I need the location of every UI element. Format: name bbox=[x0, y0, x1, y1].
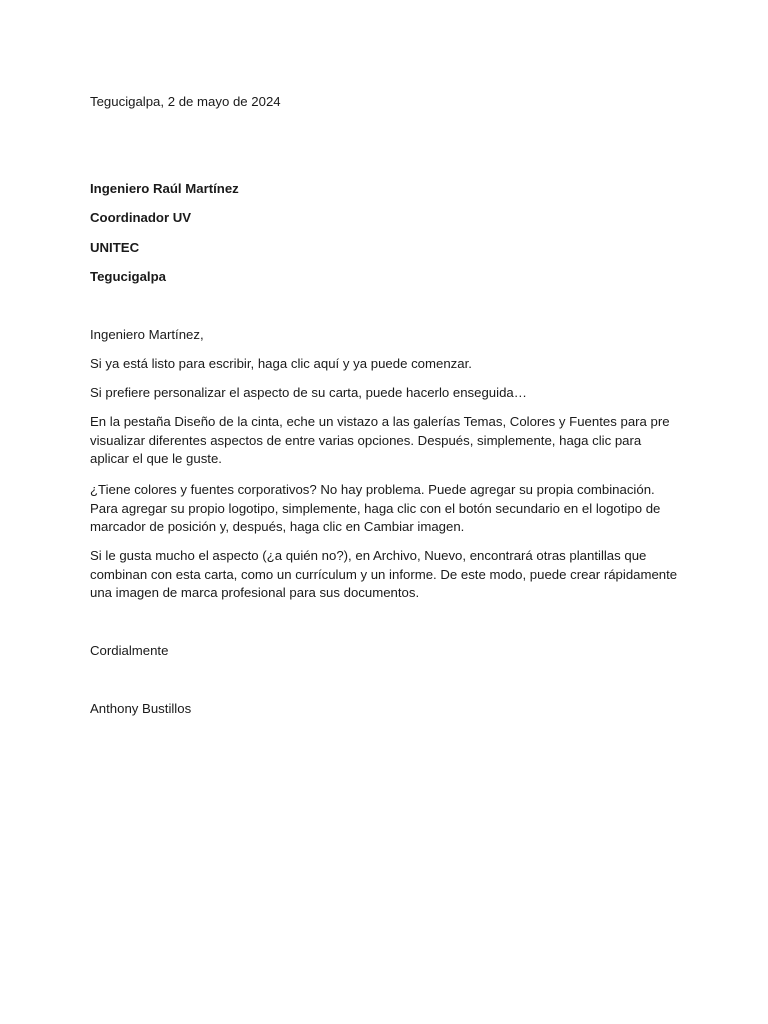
body-paragraph: En la pestaña Diseño de la cinta, eche un vistazo a las galerías Temas, Colores y Fuentes para pre visualizar diferentes aspectos de entre varias opciones. Después, simplemente, haga clic para aplicar el que le guste. bbox=[90, 414, 670, 466]
date-line: Tegucigalpa, 2 de mayo de 2024 bbox=[90, 94, 281, 109]
body-paragraph: Si ya está listo para escribir, haga clic aquí y ya puede comenzar. bbox=[90, 356, 472, 371]
recipient-city: Tegucigalpa bbox=[90, 269, 166, 284]
signature-name: Anthony Bustillos bbox=[90, 701, 192, 716]
body-paragraph: ¿Tiene colores y fuentes corporativos? No hay problema. Puede agregar su propia combinación. Para agregar su propio logotipo, simplemente, haga clic con el botón secundario en el logotipo de marcador de posición y, después, haga clic en Cambiar imagen. bbox=[90, 482, 661, 534]
salutation: Ingeniero Martínez, bbox=[90, 327, 204, 342]
recipient-name: Ingeniero Raúl Martínez bbox=[90, 181, 239, 196]
recipient-position: Coordinador UV bbox=[90, 210, 192, 225]
closing: Cordialmente bbox=[90, 643, 169, 658]
body-paragraph: Si le gusta mucho el aspecto (¿a quién no?), en Archivo, Nuevo, encontrará otras plantillas que combinan con esta carta, como un currículum y un informe. De este modo, puede crear rápidamente una imagen de marca profesional para sus documentos. bbox=[90, 548, 678, 600]
body-paragraph: Si prefiere personalizar el aspecto de su carta, puede hacerlo enseguida… bbox=[90, 385, 527, 400]
recipient-organization: UNITEC bbox=[90, 240, 140, 255]
